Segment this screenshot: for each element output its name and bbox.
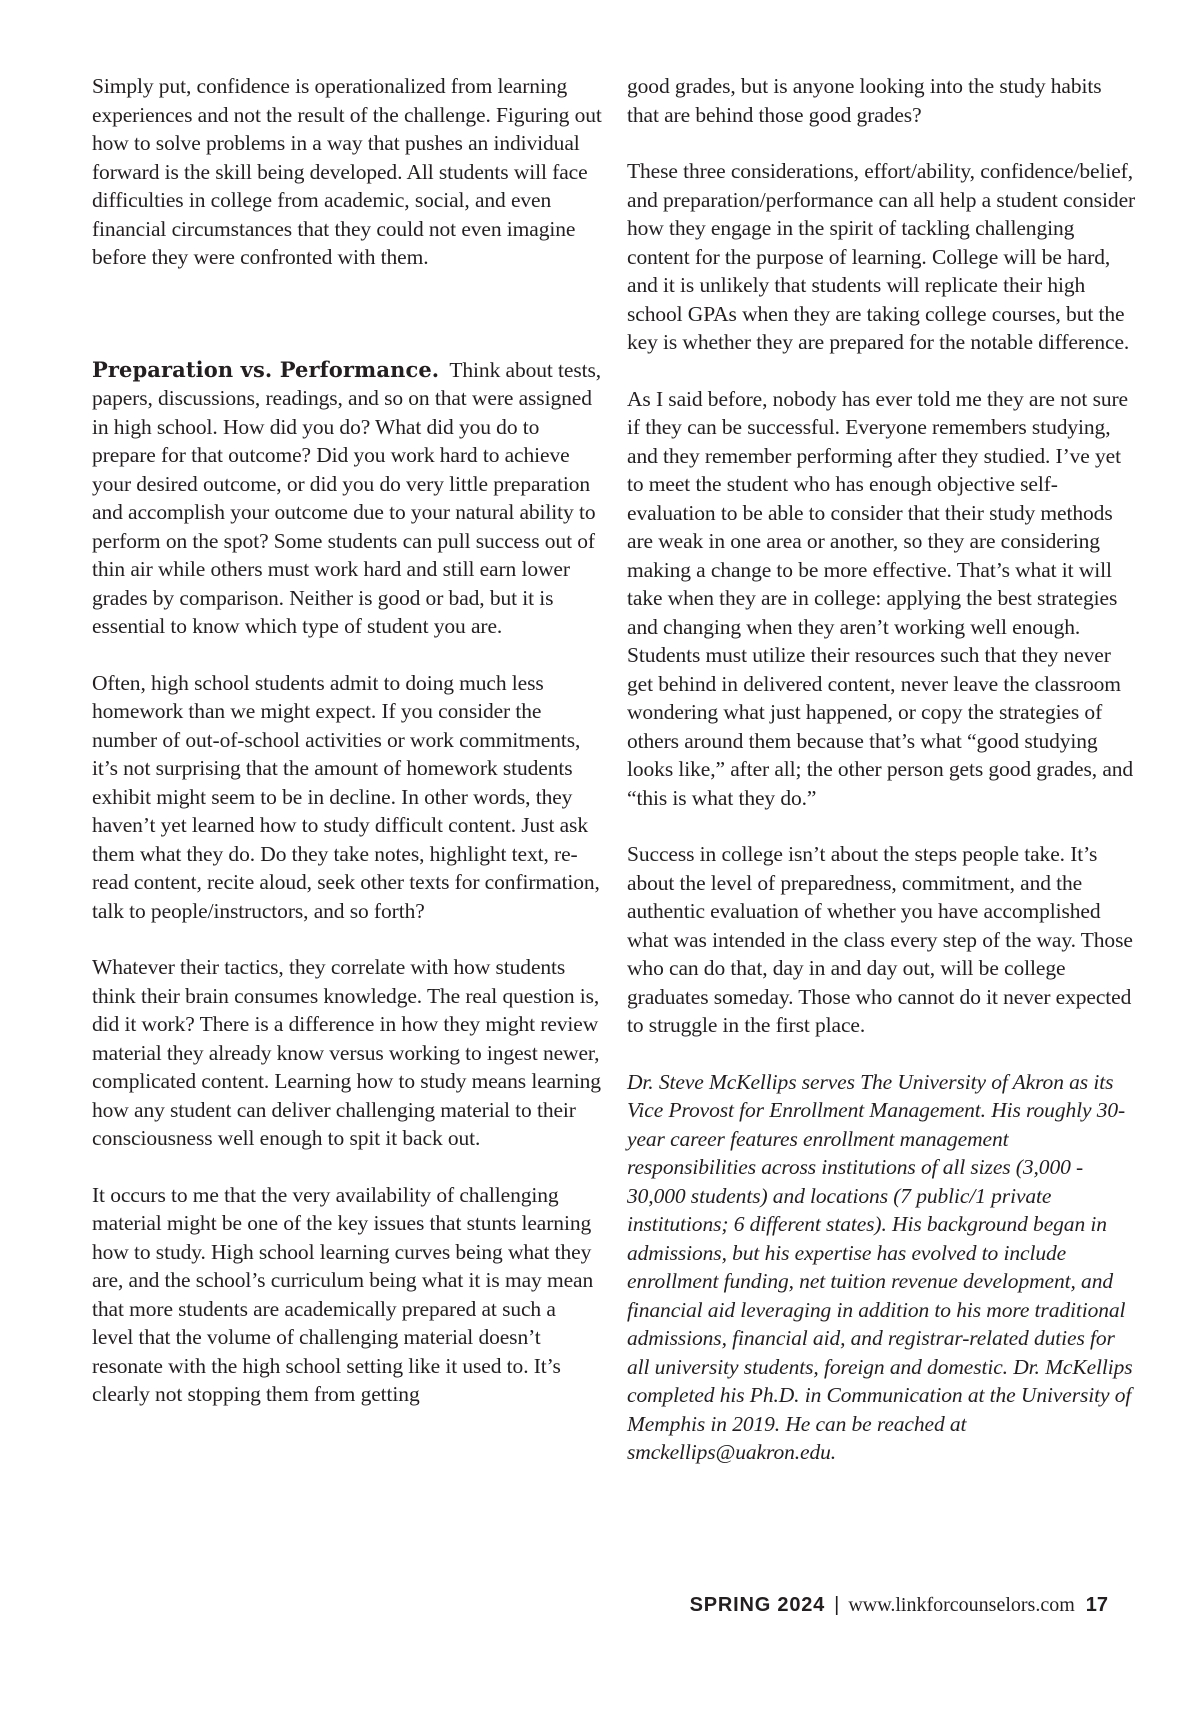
paragraph-availability: It occurs to me that the very availability of challenging material might be one of the key issues that stunts learning how to study. High school learning curves being what they are, and the school’s curriculum being what it is may mean that more students are academically prepared at such a level that the volume of challenging material doesn’t resonate with the high school setting like it used to. It’s clearly not stopping them from getting <box>92 1182 594 1406</box>
paragraph-self-evaluation: As I said before, nobody has ever told me they are not sure if they can be successful. Everyone remembers studying, and they remember performing after they studied. I’ve yet to meet the student who has enough objective self-evaluation to be able to consider that their study methods are weak in one area or another, so they are considering making a change to be more effective. That’s what it will take when they are in college: applying the best strategies and changing when they aren’t working well enough. Students must utilize their resources such that they never get behind in delivered content, never leave the classroom wondering what just happened, or copy the strategies of others around them because that’s what “good studying looks like,” after all; the other person gets good grades, and “this is what they do.” <box>627 386 1134 810</box>
paragraph-considerations: These three considerations, effort/ability, confidence/belief, and preparation/performance can all help a student consider how they engage in the spirit of tackling challenging content for the purpose of learning. College will be hard, and it is unlikely that students will replicate their high school GPAs when they are taking college courses, but the key is whether they are prepared for the notable difference. <box>627 159 1136 354</box>
issue-season: SPRING 2024 <box>689 1594 826 1616</box>
page-number: 17 <box>1085 1594 1108 1616</box>
website-link[interactable]: www.linkforcounselors.com <box>848 1594 1075 1616</box>
author-bio: Dr. Steve McKellips serves The University of Akron as its Vice Provost for Enrollment Management. His roughly 30-year career features enrollment management responsibilities across institutions of all sizes (3,000 - 30,000 students) and locations (7 public/1 private institutions; 6 different states). His background began in admissions, but his expertise has evolved to include enrollment funding, net tuition revenue development, and financial aid leveraging in addition to his more traditional admissions, financial aid, and registrar-related duties for all university students, foreign and domestic. Dr. McKellips completed his Ph.D. in Communication at the University of Memphis in 2019. He can be reached at smckellips@uakron.edu. <box>627 1069 1133 1464</box>
paragraph-confidence: Simply put, confidence is operationalized from learning experiences and not the result of the challenge. Figuring out how to solve problems in a way that pushes an individual forward is the skill being developed. All students will face difficulties in college from academic, social, and even financial circumstances that they could not even imagine before they were confronted with them. <box>92 74 602 269</box>
footer-separator: | <box>834 1594 840 1616</box>
paragraph-preparation-text: Think about tests, papers, discussions, readings, and so on that were assigned in high school. How did you do? What did you do to prepare for that outcome? Did you work hard to achieve your desired outcome, or did you do very little preparation and accomplish your outcome due to your natural ability to perform on the spot? Some students can pull success out of thin air while others must work hard and still earn lower grades by comparison. Neither is good or bad, but it is essential to know which type of student you are. <box>92 357 602 638</box>
paragraph-tactics: Whatever their tactics, they correlate with how students think their brain consumes knowledge. The real question is, did it work? There is a difference in how they might review material they already know versus working to ingest newer, complicated content. Learning how to study means learning how any student can deliver challenging material to their consciousness well enough to spit it back out. <box>92 955 601 1150</box>
section-spacer <box>92 300 602 356</box>
section-heading: Preparation vs. Performance. <box>92 356 440 382</box>
paragraph-continued: good grades, but is anyone looking into the study habits that are behind those good grades? <box>627 74 1102 127</box>
paragraph-success: Success in college isn’t about the steps people take. It’s about the level of preparedness, commitment, and the authentic evaluation of whether you have accomplished what was intended in the class every step of the way. Those who can do that, day in and day out, will be college graduates someday. Those who cannot do it never expected to struggle in the first place. <box>627 842 1133 1037</box>
right-column <box>627 72 1137 1495</box>
page-footer <box>690 1593 1108 1617</box>
paragraph-preparation <box>92 356 602 641</box>
left-column <box>92 72 602 1437</box>
paragraph-homework: Often, high school students admit to doing much less homework than we might expect. If you consider the number of out-of-school activities or work commitments, it’s not surprising that the amount of homework students exhibit might seem to be in decline. In other words, they haven’t yet learned how to study difficult content. Just ask them what they do. Do they take notes, highlight text, re-read content, recite aloud, seek other texts for confirmation, talk to people/instructors, and so forth? <box>92 670 600 923</box>
